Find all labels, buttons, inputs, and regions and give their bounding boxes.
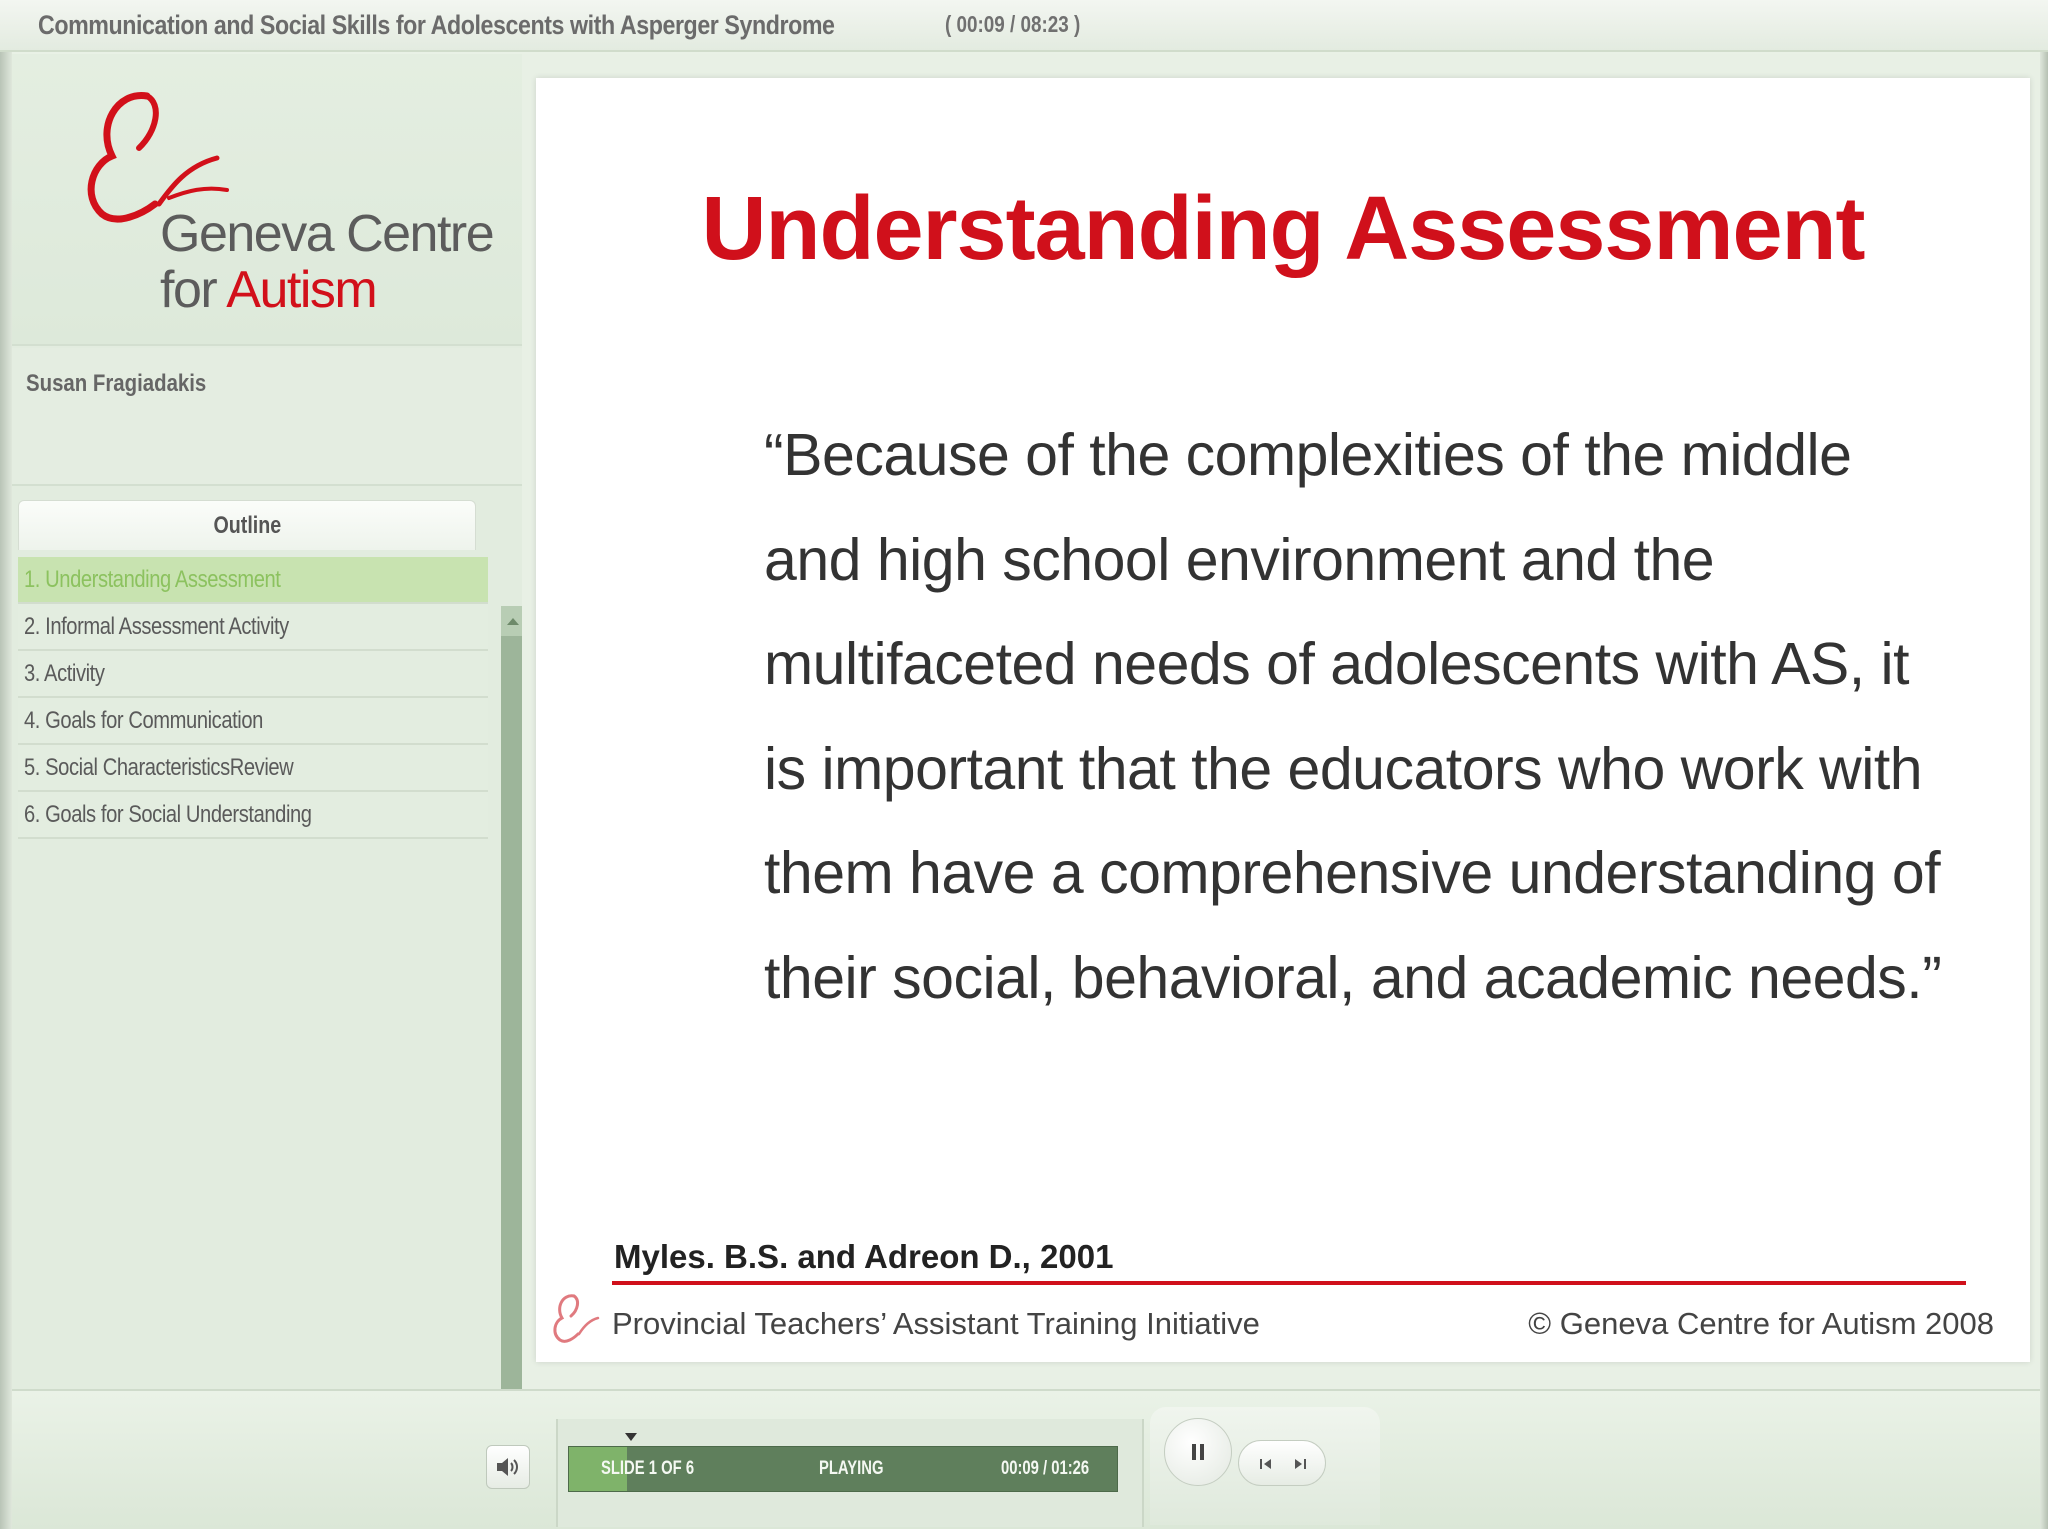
logo-panel <box>12 54 522 346</box>
previous-slide-button[interactable] <box>1253 1451 1279 1477</box>
outline-item-label: 2. Informal Assessment Activity <box>24 612 289 640</box>
pause-icon <box>1189 1442 1207 1462</box>
presenter-name: Susan Fragiadakis <box>26 370 207 397</box>
course-title-bar <box>0 0 2048 52</box>
course-title: Communication and Social Skills for Adolescents with Asperger Syndrome <box>38 9 835 40</box>
outline-list <box>18 557 494 1337</box>
slide-title: Understanding Assessment <box>701 179 1865 279</box>
slide-quote: “Because of the complexities of the middle and high school environment and the multifaceted needs of adolescents with AS, it is important that the educators who work with them have a comprehensive understanding of their social, behavioral, and academic needs.” <box>764 422 1942 1011</box>
course-elapsed-time: ( 00:09 / 08:23 ) <box>945 11 1081 37</box>
slide-navigation <box>1238 1440 1326 1486</box>
tab-outline[interactable] <box>18 500 476 550</box>
presenter-panel <box>12 348 522 486</box>
outline-item-4[interactable] <box>18 698 488 745</box>
outline-item-label: 4. Goals for Communication <box>24 706 263 734</box>
outline-item-3[interactable] <box>18 651 488 698</box>
logo-text-line1: Geneva Centre <box>160 205 494 263</box>
slide-citation: Myles. B.S. and Adreon D., 2001 <box>614 1238 1114 1275</box>
window-left-edge <box>0 0 12 1536</box>
outline-item-label: 5. Social CharacteristicsReview <box>24 753 294 781</box>
seek-marker-icon[interactable] <box>624 1432 638 1442</box>
pause-button[interactable] <box>1164 1418 1232 1486</box>
slide-time: 00:09 / 01:26 <box>1001 1458 1090 1479</box>
outline-item-5[interactable] <box>18 745 488 792</box>
slide-progress-bar[interactable] <box>568 1446 1118 1492</box>
slide-footer-copyright: © Geneva Centre for Autism 2008 <box>1528 1306 1994 1341</box>
sidebar <box>12 54 522 1389</box>
slide-divider <box>612 1281 1966 1285</box>
outline-item-label: 6. Goals for Social Understanding <box>24 800 312 828</box>
speaker-icon <box>494 1455 522 1479</box>
volume-button[interactable] <box>486 1445 530 1489</box>
slide <box>536 78 2030 1362</box>
playback-status: PLAYING <box>819 1458 884 1479</box>
window-bottom-edge <box>0 1529 2048 1536</box>
outline-item-1[interactable] <box>18 557 488 604</box>
slide-counter: SLIDE 1 OF 6 <box>601 1458 695 1479</box>
previous-slide-icon <box>1258 1456 1274 1472</box>
next-slide-icon <box>1292 1456 1308 1472</box>
outline-item-2[interactable] <box>18 604 488 651</box>
footer-logo-icon <box>550 1290 600 1346</box>
tab-outline-label: Outline <box>213 512 281 539</box>
outline-item-6[interactable] <box>18 792 488 839</box>
logo-text-autism: Autism <box>226 261 377 319</box>
logo-text-line2 <box>160 260 376 320</box>
outline-item-label: 1. Understanding Assessment <box>24 565 281 593</box>
outline-item-label: 3. Activity <box>24 659 105 687</box>
next-slide-button[interactable] <box>1287 1451 1313 1477</box>
window-right-edge <box>2040 0 2048 1536</box>
slide-footer-left: Provincial Teachers’ Assistant Training Initiative <box>612 1306 1260 1341</box>
logo-text-for: for <box>160 261 227 319</box>
